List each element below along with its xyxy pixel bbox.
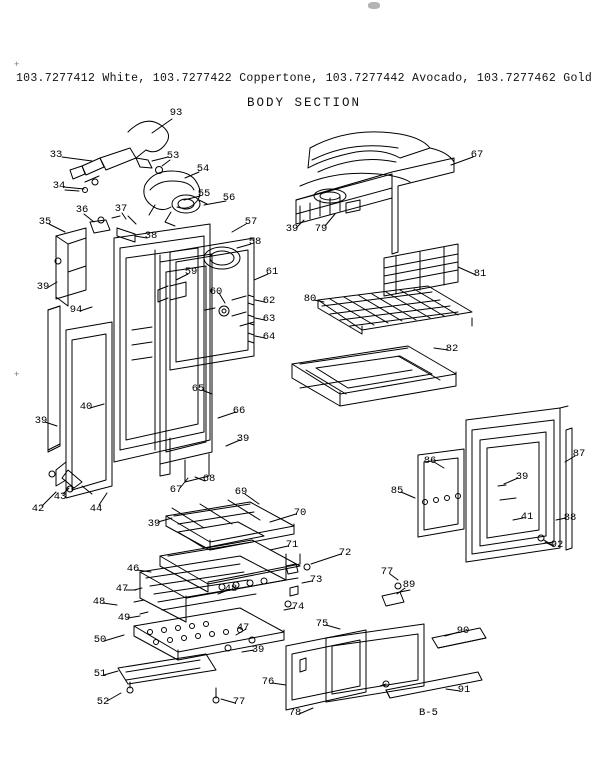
callout-number: 51 <box>93 668 107 680</box>
callout-number: 92 <box>550 539 564 551</box>
callout-number: 47 <box>115 583 129 595</box>
callout-number: 35 <box>38 216 52 228</box>
callout-number: 60 <box>209 286 223 298</box>
callout-number: 90 <box>456 625 470 637</box>
callout-number: 75 <box>315 618 329 630</box>
callout-number: 46 <box>126 563 140 575</box>
callout-number: 89 <box>402 579 416 591</box>
callout-number: 59 <box>184 266 198 278</box>
callout-number: 47 <box>236 622 250 634</box>
callout-number: 54 <box>196 163 210 175</box>
callout-number: 55 <box>197 188 211 200</box>
callout-number: 88 <box>563 512 577 524</box>
callout-number: 63 <box>262 313 276 325</box>
callout-number: 70 <box>293 507 307 519</box>
callout-number: 66 <box>232 405 246 417</box>
callout-number: 68 <box>202 473 216 485</box>
callout-number: 77 <box>232 696 246 708</box>
callout-number: 39 <box>36 281 50 293</box>
callout-number: 39 <box>515 471 529 483</box>
callout-number: 39 <box>147 518 161 530</box>
callout-number: 52 <box>96 696 110 708</box>
callout-number: 76 <box>261 676 275 688</box>
callout-number: 44 <box>89 503 103 515</box>
callout-number: 94 <box>69 304 83 316</box>
callout-number: 39 <box>285 223 299 235</box>
callout-number: 48 <box>92 596 106 608</box>
callout-number: 39 <box>34 415 48 427</box>
page-title: BODY SECTION <box>246 96 361 110</box>
model-number-line: 103.7277412 White, 103.7277422 Coppertone, 103.7277442 Avocado, 103.7277462 Gold <box>15 72 593 85</box>
callout-number: 40 <box>79 401 93 413</box>
callout-number: 74 <box>291 601 305 613</box>
callout-number: 65 <box>191 383 205 395</box>
callout-number: 37 <box>114 203 128 215</box>
callout-number: 86 <box>423 455 437 467</box>
corner-mark-left: + <box>14 370 20 380</box>
callout-number: 78 <box>288 707 302 719</box>
callout-number: 69 <box>234 486 248 498</box>
callout-number: 36 <box>75 204 89 216</box>
callout-number: 50 <box>93 634 107 646</box>
callout-number: 85 <box>390 485 404 497</box>
callout-number: 79 <box>314 223 328 235</box>
callout-number: 82 <box>445 343 459 355</box>
callout-number: 80 <box>303 293 317 305</box>
callout-number: 72 <box>338 547 352 559</box>
callout-number: 73 <box>309 574 323 586</box>
callout-number: 77 <box>380 566 394 578</box>
callout-number: 41 <box>520 511 534 523</box>
callout-number: 42 <box>31 503 45 515</box>
callout-number: 58 <box>248 236 262 248</box>
callout-number: 39 <box>236 433 250 445</box>
callout-number: 67 <box>470 149 484 161</box>
callout-number: 61 <box>265 266 279 278</box>
callout-number: 81 <box>473 268 487 280</box>
callout-number: 67 <box>169 484 183 496</box>
callout-number: 91 <box>457 684 471 696</box>
callout-number: 49 <box>117 612 131 624</box>
callout-number: 39 <box>251 644 265 656</box>
callout-number: 71 <box>285 539 299 551</box>
callout-number: 56 <box>222 192 236 204</box>
callout-number: 64 <box>262 331 276 343</box>
page-code: B-5 <box>419 707 438 719</box>
callout-number: 87 <box>572 448 586 460</box>
callout-number: 43 <box>53 491 67 503</box>
callout-number: 38 <box>144 230 158 242</box>
callout-number: 93 <box>169 107 183 119</box>
callout-number: 53 <box>166 150 180 162</box>
callout-number: 33 <box>49 149 63 161</box>
callout-number: 34 <box>52 180 66 192</box>
callout-number: 57 <box>244 216 258 228</box>
corner-mark-top-left: + <box>14 60 20 70</box>
callout-number: 62 <box>262 295 276 307</box>
callout-number: 48 <box>224 583 238 595</box>
